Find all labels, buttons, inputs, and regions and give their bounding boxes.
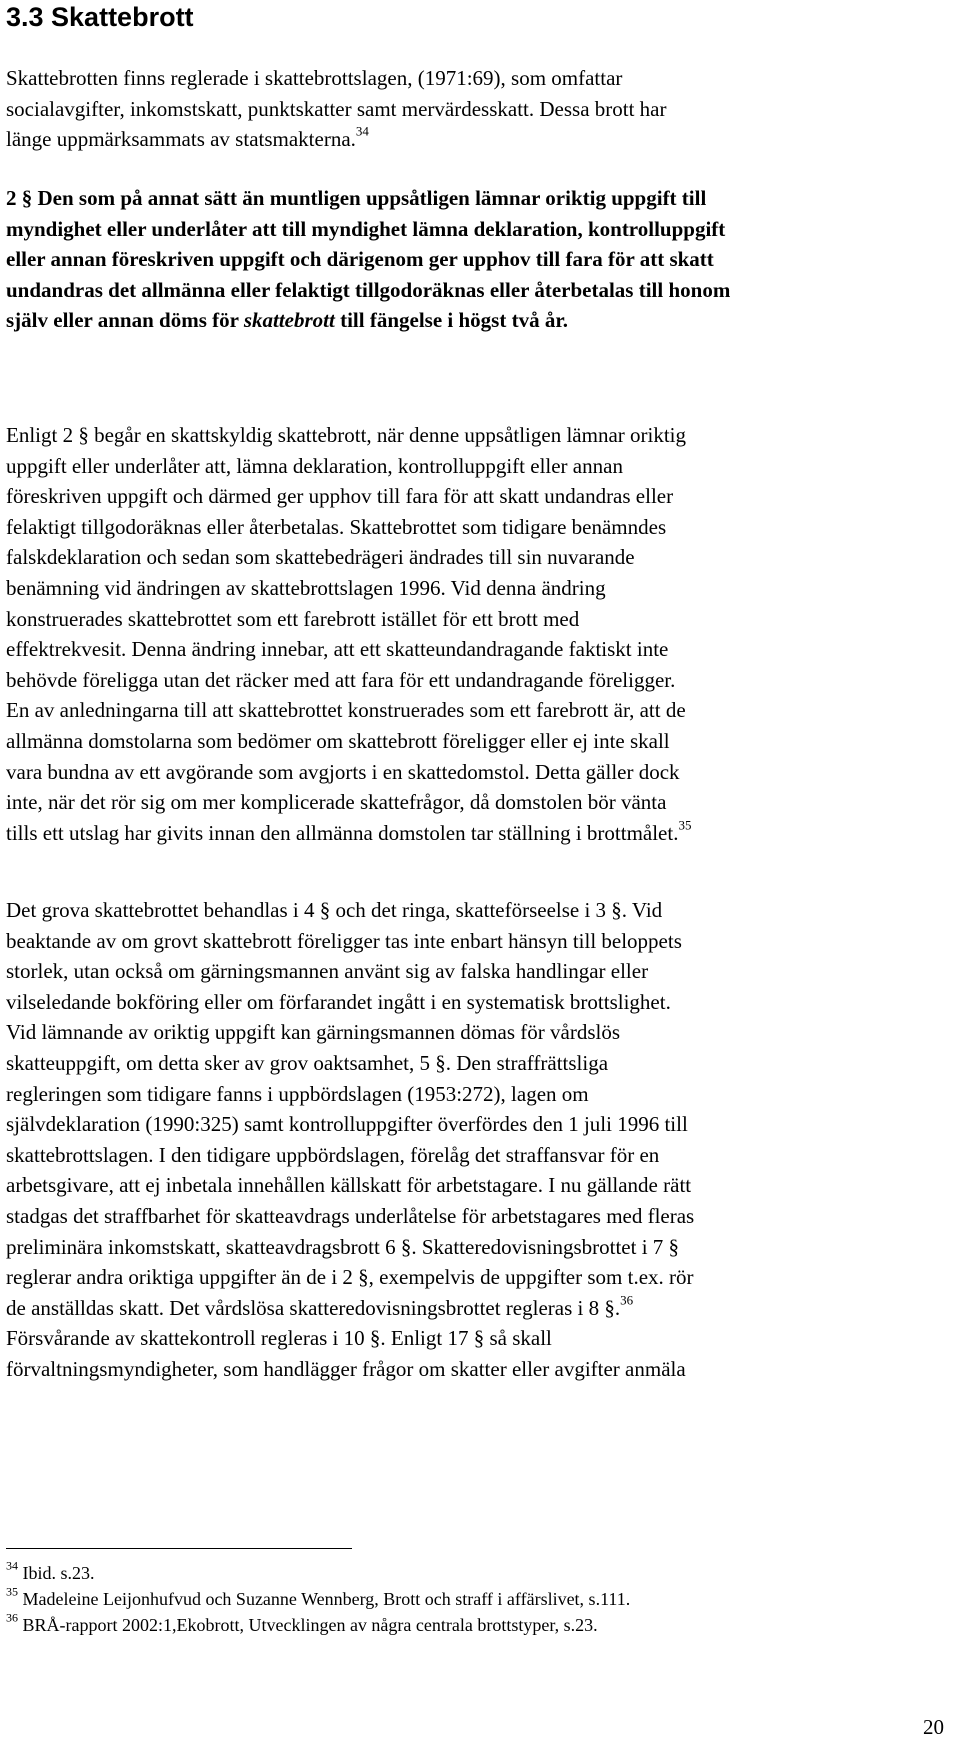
footnote-number: 35 (6, 1584, 18, 1599)
section-heading: 3.3 Skattebrott (6, 2, 194, 32)
text-line-content: själv eller annan döms för (6, 308, 244, 333)
footnote-text: Ibid. s.23. (22, 1563, 95, 1583)
text-line: benämning vid ändringen av skattebrottslagen 1996. Vid denna ändring (6, 575, 606, 600)
text-line: vara bundna av ett avgörande som avgjorts i en skattedomstol. Detta gäller dock (6, 759, 680, 784)
intro-paragraph (6, 63, 946, 155)
emphasis-term: skattebrott (243, 308, 335, 333)
text-line: beaktande av om grovt skattebrott föreligger tas inte enbart hänsyn till beloppets (6, 928, 682, 953)
footnote-text: Madeleine Leijonhufvud och Suzanne Wennberg, Brott och straff i affärslivet, s.111. (22, 1589, 631, 1609)
text-line: 2 § Den som på annat sätt än muntligen uppsåtligen lämnar oriktig uppgift till (6, 186, 707, 210)
text-line: uppgift eller underlåter att, lämna deklaration, kontrolluppgift eller annan (6, 453, 623, 478)
text-line-content: de anställdas skatt. Det vårdslösa skatteredovisningsbrottet regleras i 8 §. (6, 1295, 621, 1320)
law-quote-paragraph (6, 183, 946, 336)
footnote-ref-34: 34 (355, 123, 369, 139)
text-line: behövde föreligga utan det räcker med att fara för ett undandragande föreligger. (6, 667, 676, 692)
text-line-content: länge uppmärksammats av statsmakterna. (6, 127, 356, 152)
text-line: undandras det allmänna eller felaktigt tillgodoräknas eller återbetalas till honom (6, 277, 731, 302)
text-line: allmänna domstolarna som bedömer om skattebrott föreligger eller ej inte skall (6, 728, 670, 753)
text-line: preliminära inkomstskatt, skatteavdragsbrott 6 §. Skatteredovisningsbrottet i 7 § (6, 1234, 680, 1259)
text-line (6, 1293, 946, 1324)
text-line-content: tills ett utslag har givits innan den allmänna domstolen tar ställning i brottmålet. (6, 820, 679, 845)
text-line: eller annan föreskriven uppgift och därigenom ger upphov till fara för att skatt (6, 247, 714, 272)
text-line: reglerar andra oriktiga uppgifter än de i 2 §, exempelvis de uppgifter som t.ex. rör (6, 1265, 694, 1290)
text-line: skatteuppgift, om detta sker av grov oaktsamhet, 5 §. Den straffrättsliga (6, 1050, 609, 1075)
text-line: storlek, utan också om gärningsmannen använt sig av falska handlingar eller (6, 959, 649, 984)
text-line: skattebrottslagen. I den tidigare uppbördslagen, förelåg det straffansvar för en (6, 1142, 660, 1167)
text-line: förvaltningsmyndigheter, som handlägger frågor om skatter eller avgifter anmäla (6, 1356, 686, 1381)
text-line: konstruerades skattebrottet som ett farebrott istället för ett brott med (6, 606, 580, 631)
text-line: falskdeklaration och sedan som skattebedrägeri ändrades till sin nuvarande (6, 545, 635, 570)
page-number: 20 (923, 1715, 944, 1739)
text-line: En av anledningarna till att skattebrottet konstruerades som ett farebrott är, att de (6, 698, 686, 723)
body-paragraph-3 (6, 895, 946, 1385)
text-line: Försvårande av skattekontroll regleras i 10 §. Enligt 17 § så skall (6, 1326, 552, 1351)
text-line: föreskriven uppgift och därmed ger upphov till fara för att skatt undandras eller (6, 484, 674, 509)
text-line: arbetsgivare, att ej inbetala innehållen källskatt för arbetstagare. I nu gällande rätt (6, 1173, 692, 1198)
text-line: socialavgifter, inkomstskatt, punktskatter samt mervärdesskatt. Dessa brott har (6, 96, 667, 121)
text-line: Vid lämnande av oriktig uppgift kan gärningsmannen dömas för vårdslös (6, 1020, 621, 1045)
footnote-34 (6, 1560, 95, 1586)
text-line: Skattebrotten finns reglerade i skattebrottslagen, (1971:69), som omfattar (6, 66, 623, 90)
text-line: inte, när det rör sig om mer komplicerade skattefrågor, då domstolen bör vänta (6, 790, 667, 815)
text-line (6, 305, 946, 336)
footnote-36 (6, 1612, 598, 1638)
text-line: vilseledande bokföring eller om förfarandet ingått i en systematisk brottslighet. (6, 989, 671, 1014)
body-paragraph-2 (6, 420, 946, 848)
text-line: Enligt 2 § begår en skattskyldig skattebrott, när denne uppsåtligen lämnar oriktig (6, 423, 687, 447)
text-line: Det grova skattebrottet behandlas i 4 § och det ringa, skatteförseelse i 3 §. Vid (6, 898, 663, 922)
text-line: felaktigt tillgodoräknas eller återbetalas. Skattebrottet som tidigare benämndes (6, 514, 667, 539)
footnote-ref-36: 36 (620, 1292, 634, 1308)
footnote-number: 34 (6, 1558, 18, 1573)
text-line-tail: till fängelse i högst två år. (334, 308, 568, 333)
footnote-divider (6, 1548, 352, 1549)
text-line (6, 818, 946, 849)
footnote-text: BRÅ-rapport 2002:1,Ekobrott, Utvecklingen av några centrala brottstyper, s.23. (22, 1615, 598, 1635)
text-line (6, 124, 946, 155)
footnote-number: 36 (6, 1610, 18, 1625)
text-line: effektrekvesit. Denna ändring innebar, att ett skatteundandragande faktiskt inte (6, 637, 669, 662)
text-line: myndighet eller underlåter att till myndighet lämna deklaration, kontrolluppgift (6, 216, 726, 241)
text-line: stadgas det straffbarhet för skatteavdrags underlåtelse för arbetstagares med fleras (6, 1203, 695, 1228)
text-line: självdeklaration (1990:325) samt kontrolluppgifter överfördes den 1 juli 1996 till (6, 1112, 688, 1137)
footnote-35 (6, 1586, 630, 1612)
text-line: regleringen som tidigare fanns i uppbördslagen (1953:272), lagen om (6, 1081, 589, 1106)
footnote-ref-35: 35 (678, 817, 692, 833)
